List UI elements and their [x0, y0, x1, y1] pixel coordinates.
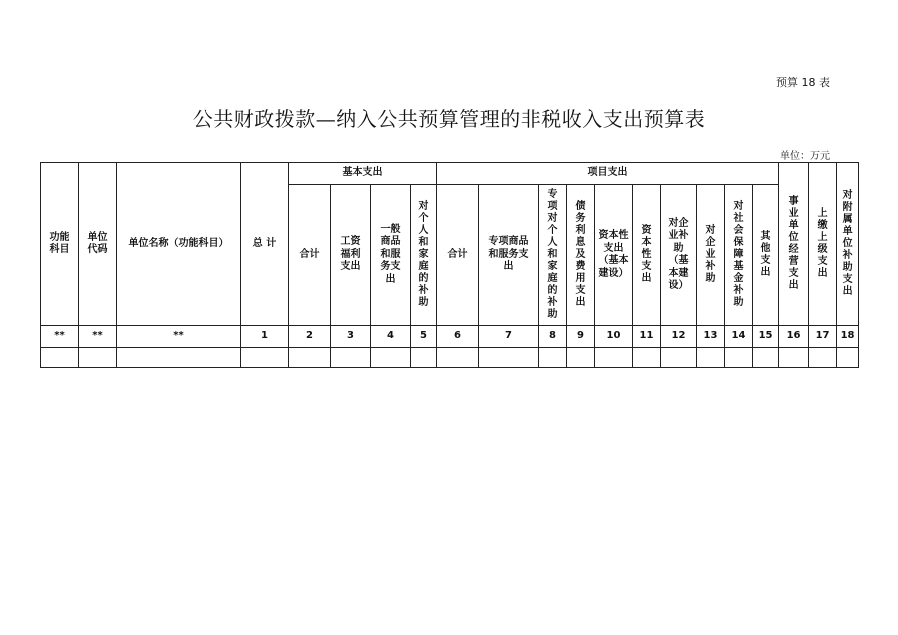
empty-data-row [41, 348, 859, 368]
data-cell [79, 348, 117, 368]
index-cell: 16 [779, 326, 809, 348]
data-cell [753, 348, 779, 368]
basic-col-goods: 一般商品和服务支出 [371, 185, 411, 326]
index-cell: 2 [289, 326, 331, 348]
page-title: 公共财政拨款—纳入公共预算管理的非税收入支出预算表 [192, 107, 706, 131]
index-cell: 3 [331, 326, 371, 348]
index-cell: 10 [595, 326, 633, 348]
header-tail-1: 事业单位经营支出 [779, 163, 809, 326]
data-cell [289, 348, 331, 368]
header-func-subject: 功能科目 [41, 163, 79, 326]
data-cell [725, 348, 753, 368]
data-cell [117, 348, 241, 368]
project-col-capital-infra: 资本性支出（基本建设） [595, 185, 633, 326]
data-cell [41, 348, 79, 368]
data-cell [437, 348, 479, 368]
budget-table [40, 162, 859, 368]
project-col-enterprise: 对企业补助 [697, 185, 725, 326]
project-col-enterprise-infra: 对企业补助（基本建设） [661, 185, 697, 326]
project-col-total: 合计 [437, 185, 479, 326]
unit-label: 单位：万元 [780, 151, 830, 162]
data-cell [371, 348, 411, 368]
header-project: 项目支出 [437, 163, 779, 185]
header-tail-3: 对附属单位补助支出 [837, 163, 859, 326]
header-unit-code: 单位代码 [79, 163, 117, 326]
data-cell [661, 348, 697, 368]
index-cell: 18 [837, 326, 859, 348]
basic-col-family: 对个人和家庭的补助 [411, 185, 437, 326]
data-cell [837, 348, 859, 368]
data-cell [241, 348, 289, 368]
index-cell: 6 [437, 326, 479, 348]
header-unit-name: 单位名称（功能科目） [117, 163, 241, 326]
data-cell [539, 348, 567, 368]
index-cell: 17 [809, 326, 837, 348]
data-cell [633, 348, 661, 368]
data-cell [411, 348, 437, 368]
index-cell: 15 [753, 326, 779, 348]
header-basic: 基本支出 [289, 163, 437, 185]
index-cell: 11 [633, 326, 661, 348]
index-cell: 4 [371, 326, 411, 348]
index-cell: 1 [241, 326, 289, 348]
index-cell: 8 [539, 326, 567, 348]
data-cell [595, 348, 633, 368]
index-cell: 7 [479, 326, 539, 348]
data-cell [809, 348, 837, 368]
index-cell: ** [117, 326, 241, 348]
index-cell: ** [79, 326, 117, 348]
project-col-debt: 债务利息及费用支出 [567, 185, 595, 326]
index-cell: 13 [697, 326, 725, 348]
basic-col-salary: 工资福利支出 [331, 185, 371, 326]
header-tail-2: 上缴上级支出 [809, 163, 837, 326]
basic-col-total: 合计 [289, 185, 331, 326]
project-col-goods: 专项商品和服务支出 [479, 185, 539, 326]
data-cell [567, 348, 595, 368]
index-cell: 5 [411, 326, 437, 348]
data-cell [779, 348, 809, 368]
project-col-social-security: 对社会保障基金补助 [725, 185, 753, 326]
data-cell [697, 348, 725, 368]
index-cell: 12 [661, 326, 697, 348]
project-col-capital: 资本性支出 [633, 185, 661, 326]
index-cell: 14 [725, 326, 753, 348]
form-number: 预算 18 表 [776, 76, 830, 89]
project-col-other: 其他支出 [753, 185, 779, 326]
data-cell [331, 348, 371, 368]
index-cell: 9 [567, 326, 595, 348]
index-cell: ** [41, 326, 79, 348]
data-cell [479, 348, 539, 368]
project-col-family: 专项对个人和家庭的补助 [539, 185, 567, 326]
index-row [41, 326, 859, 348]
header-total: 总 计 [241, 163, 289, 326]
